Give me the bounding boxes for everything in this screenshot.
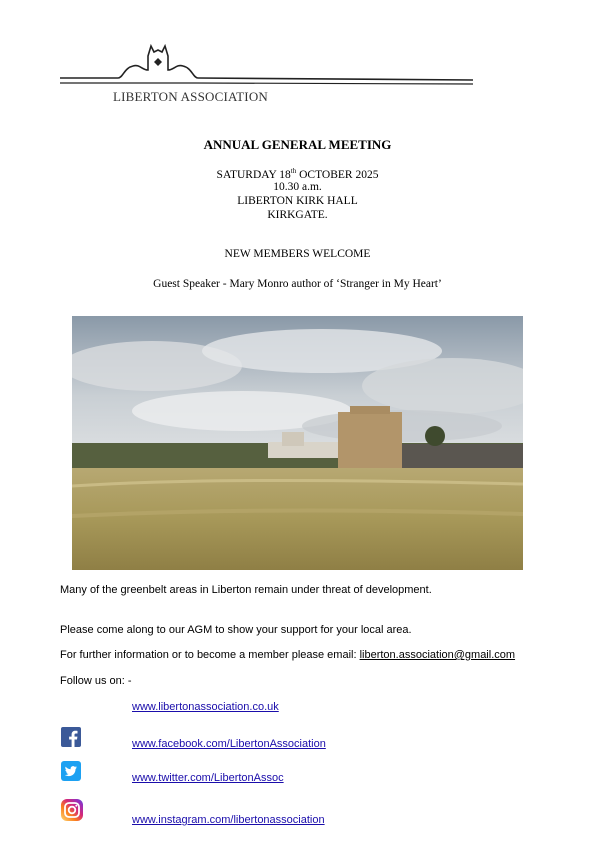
follow-text: Follow us on: - xyxy=(60,675,132,687)
meeting-time: 10.30 a.m. xyxy=(273,181,322,193)
contact-text: For further information or to become a member please email: liberton.association@gmail.com xyxy=(60,649,516,661)
meeting-venue: LIBERTON KIRK HALL xyxy=(237,195,358,207)
meeting-title: ANNUAL GENERAL MEETING xyxy=(203,137,392,152)
guest-speaker: Guest Speaker - Mary Monro author of ‘Stranger in My Heart’ xyxy=(153,278,442,290)
organisation-name: LIBERTON ASSOCIATION xyxy=(113,89,269,104)
support-text: Please come along to our AGM to show your support for your local area. xyxy=(60,624,412,636)
new-members-welcome: NEW MEMBERS WELCOME xyxy=(224,248,371,260)
instagram-icon[interactable] xyxy=(60,798,84,822)
meeting-date: SATURDAY 18th OCTOBER 2025 xyxy=(216,167,379,181)
landscape-photo xyxy=(72,316,523,570)
email-link[interactable]: liberton.association@gmail.com xyxy=(359,649,516,661)
meeting-street: KIRKGATE. xyxy=(267,209,328,221)
twitter-link[interactable]: www.twitter.com/LibertonAssoc xyxy=(132,772,284,784)
facebook-icon[interactable] xyxy=(61,727,81,747)
threat-text: Many of the greenbelt areas in Liberton remain under threat of development. xyxy=(60,584,432,596)
twitter-icon[interactable] xyxy=(61,761,81,781)
instagram-link[interactable]: www.instagram.com/libertonassociation xyxy=(132,814,325,826)
facebook-link[interactable]: www.facebook.com/LibertonAssociation xyxy=(132,738,326,750)
website-link[interactable]: www.libertonassociation.co.uk xyxy=(132,701,279,713)
